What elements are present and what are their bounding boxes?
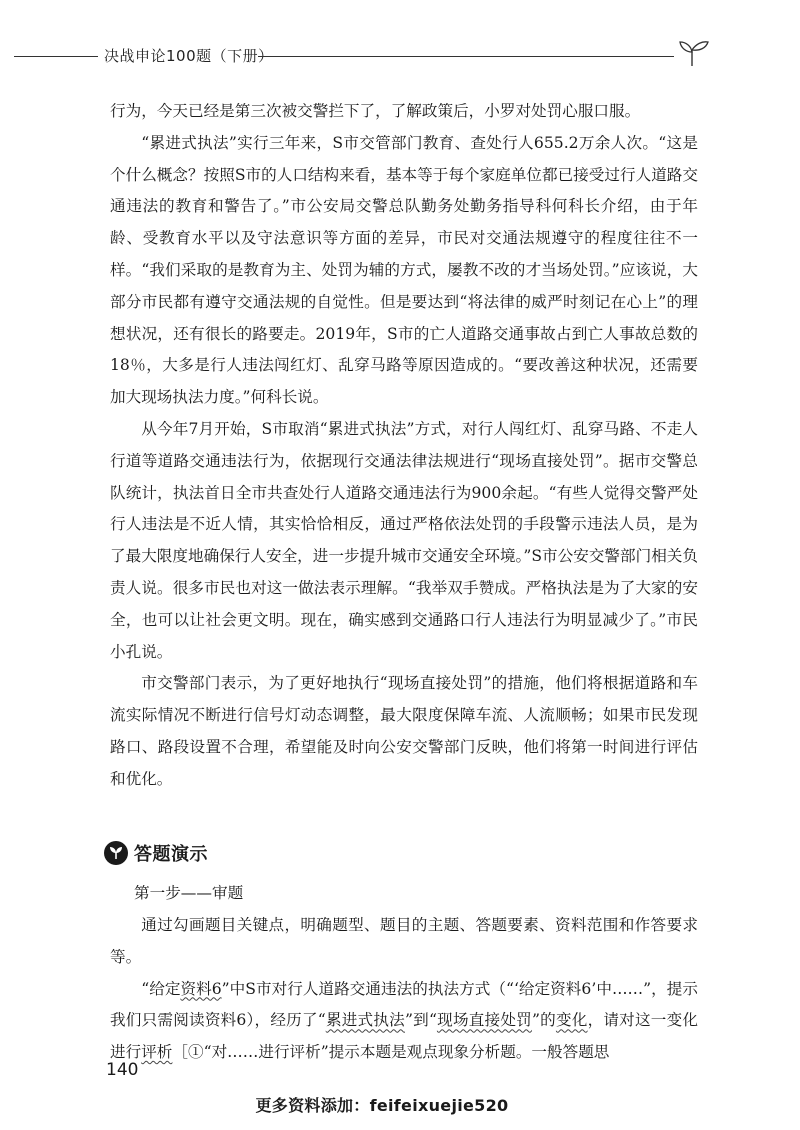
answer-text: “给定 (141, 979, 181, 998)
answer-text: ”的 (531, 1011, 556, 1030)
underlined-keyword: 评析 (141, 1043, 173, 1062)
header-rule-left (14, 56, 98, 57)
answer-demo (110, 910, 698, 1069)
underlined-keyword: 现场直接处罚 (436, 1011, 532, 1030)
step-title: 第一步——审题 (134, 884, 244, 902)
underlined-keyword: 变化 (555, 1011, 588, 1030)
underlined-keyword: 资料6 (180, 979, 222, 998)
section-heading (104, 838, 208, 868)
footer-note (0, 1093, 800, 1116)
running-header (0, 38, 800, 78)
section-title: 答题演示 (134, 844, 208, 865)
section-badge-icon (104, 841, 128, 865)
article-body (110, 96, 698, 796)
page-number: 140 (106, 1060, 139, 1080)
paragraph: 市交警部门表示，为了更好地执行“现场直接处罚”的措施，他们将根据道路和车流实际情况不断进行信号灯动态调整，最大限度保障车流、人流顺畅；如果市民发现路口、路段设置不合理，希望能及时向公安交警部门反映，他们将第一时间进行评估和优化。 (110, 674, 698, 788)
answer-text: ”到“ (404, 1011, 437, 1030)
header-rule-right (258, 56, 674, 57)
book-title: 决战申论100题（下册） (104, 47, 274, 65)
footer-text: 更多资料添加：feifeixuejie520 (255, 1096, 509, 1115)
paragraph: 行为，今天已经是第三次被交警拦下了，了解政策后，小罗对处罚心服口服。 (110, 102, 641, 120)
answer-line: 通过勾画题目关键点，明确题型、题目的主题、答题要素、资料范围和作答要求等。 (110, 916, 698, 966)
paragraph: 从今年7月开始，S市取消“累进式执法”方式，对行人闯红灯、乱穿马路、不走人行道等道路交通违法行为，依据现行交通法律法规进行“现场直接处罚”。据市交警总队统计，执法首日全市共查处行人道路交通违法行为900余起。“有些人觉得交警严处行人违法是不近人情，其实恰恰相反，通过严格依法处罚的手段警示违法人员，是为了最大限度地确保行人安全，进一步提升城市交通安全环境。”S市公安交警部门相关负责人说。很多市民也对这一做法表示理解。“我举双手赞成。严格执法是为了大家的安全，也可以让社会更文明。现在，确实感到交通路口行人违法行为明显减少了。”市民小孔说。 (110, 419, 698, 661)
paragraph: “累进式执法”实行三年来，S市交管部门教育、查处行人655.2万余人次。“这是个什么概念？按照S市的人口结构来看，基本等于每个家庭单位都已接受过行人道路交通违法的教育和警告了。”市公安局交警总队勤务处勤务指导科何科长介绍，由于年龄、受教育水平以及守法意识等方面的差异，市民对交通法规遵守的程度往往不一样。“我们采取的是教育为主、处罚为辅的方式，屡教不改的才当场处罚。”应该说，大部分市民都有遵守交通法规的自觉性。但是要达到“将法律的威严时刻记在心上”的理想状况，还有很长的路要走。2019年，S市的亡人道路交通事故占到亡人事故总数的18％，大多是行人违法闯红灯、乱穿马路等原因造成的。“要改善这种状况，还需要加大现场执法力度。”何科长说。 (110, 133, 698, 407)
answer-text: ，请对这一变化进行 (110, 1011, 698, 1062)
sprout-icon (672, 38, 712, 68)
answer-text: ”中S市对行人道路交通违法的执法方式（“‘给定资料6’中……”，提示我们只需阅读资料6），经历了“ (110, 979, 698, 1030)
answer-text: ［①“对……进行评析”提示本题是观点现象分析题。一般答题思 (172, 1043, 610, 1062)
answer-paragraph (110, 974, 698, 1069)
underlined-keyword: 累进式执法 (325, 1011, 405, 1030)
